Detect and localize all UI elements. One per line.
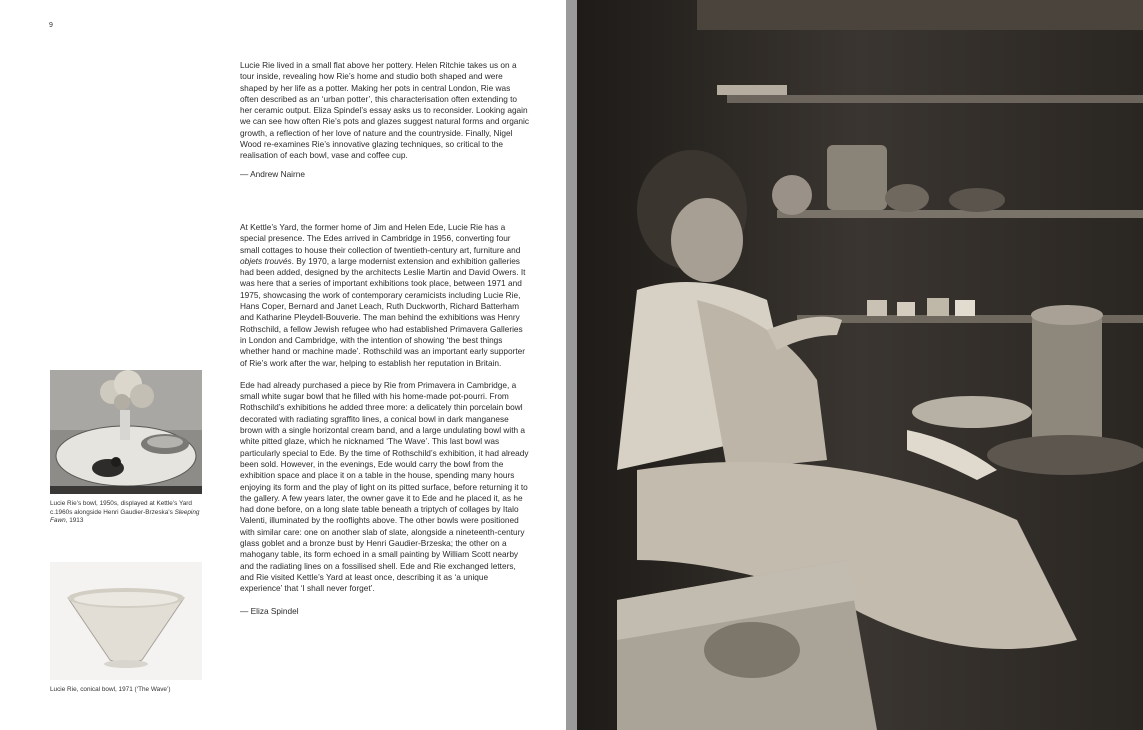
intro-signature: — Andrew Nairne	[240, 168, 306, 179]
intro-paragraph: Lucie Rie lived in a small flat above her pottery. Helen Ritchie takes us on a tour inside, revealing how Rie’s home and studio both shaped and were shaped by her life as a potter. Making her pots in central London, Rie was often described as an ‘urban potter’, this characterisation often extending to her ceramic output. Eliza Spindel’s essay asks us to reconsider. Looking again we can see how often Rie’s pots and glazes suggest natural forms and organic growth, a reflection of her love of nature and the countryside. Finally, Nigel Wood re-examines Rie’s innovative glazing techniques, so critical to the realisation of each bowl, vase and coffee cup.	[240, 60, 530, 161]
essay-paragraph-1-text-b: . By 1970, a large modernist extension and exhibition galleries had been added, designed by the architects Leslie Martin and David Owers. It was here that a series of important exhibitions took place, between 1971 and 1975, showcasing the work of contemporary ceramicists including Lucie Rie, Hans Coper, Bernard and Janet Leach, Ruth Duckworth, Richard Batterham and Katharine Pleydell-Bouverie. The man behind the exhibitions was Henry Rothschild, a fellow Jewish refugee who had established Primavera Galleries in London and Cambridge, with the intention of showing ‘the best things whether hand or machine made’. Rothschild was an important early supporter of Rie’s work after the war, helping to establish her reputation in Britain.	[240, 255, 526, 368]
main-essay	[240, 222, 530, 617]
essay-signature: — Eliza Spindel	[240, 605, 299, 616]
essay-paragraph-1-text-a: At Kettle’s Yard, the former home of Jim and Helen Ede, Lucie Rie has a special presence. The Edes arrived in Cambridge in 1956, converting four small cottages to house their collection of twentieth-century art, furniture and	[240, 222, 521, 255]
conical-bowl-photo-image	[50, 562, 202, 680]
right-page-photo	[577, 0, 1143, 730]
caption-1-text-b: , 1913	[65, 517, 84, 525]
page-number: 9	[49, 22, 53, 29]
conical-bowl-photo	[50, 562, 202, 680]
potter-at-wheel-photo	[577, 0, 1143, 730]
conical-bowl-caption: Lucie Rie, conical bowl, 1971 (‘The Wave’)	[50, 686, 171, 693]
intro-essay	[240, 60, 530, 180]
bowl-display-caption	[50, 500, 210, 526]
essay-paragraph-1-italic: objets trouvés	[240, 255, 292, 266]
caption-1-text-a: Lucie Rie’s bowl, 1950s, displayed at Kettle’s Yard c.1960s alongside Henri Gaudier-Brzeska’s	[50, 500, 192, 516]
left-page	[0, 0, 566, 730]
caption-1-italic: Sleeping Fawn	[50, 508, 200, 525]
essay-paragraph-1	[240, 222, 530, 369]
bowl-display-photo	[50, 370, 202, 494]
essay-paragraph-2: Ede had already purchased a piece by Rie from Primavera in Cambridge, a small white sugar bowl that he filled with his home-made pot-pourri. From Rothschild’s exhibitions he added three more: a delicately thin porcelain bowl decorated with radiating sgraffito lines, a conical bowl in dark manganese brown with a single horizontal cream band, and a large undulating bowl with a white pitted glaze, which he nicknamed ‘The Wave’. This last bowl was particularly special to Ede. By the time of Rothschild’s exhibition, it had already been sold. However, in the evenings, Ede would carry the bowl from the exhibition space and place it on a table in the house, spending many hours enjoying its form and the play of light on its pitted surface, before returning it to the gallery. A few years later, the owner gave it to Ede and he placed it, as he had done before, on a long slate table beneath a triptych of collages by Italo Valenti, illuminated by the rooflights above. The other bowls were positioned with similar care: one on another slab of slate, alongside a nineteenth-century glass goblet and a bronze bust by Henri Gaudier-Brzeska; the other on a mahogany table, its form echoed in a small painting by William Scott nearby and the radiating lines on a fossilised shell. Ede and Rie exchanged letters, and Rie visited Kettle’s Yard at least once, describing it as ‘a unique experience’ that ‘I shall never forget’.	[240, 379, 529, 594]
bowl-display-photo-image	[50, 370, 202, 494]
